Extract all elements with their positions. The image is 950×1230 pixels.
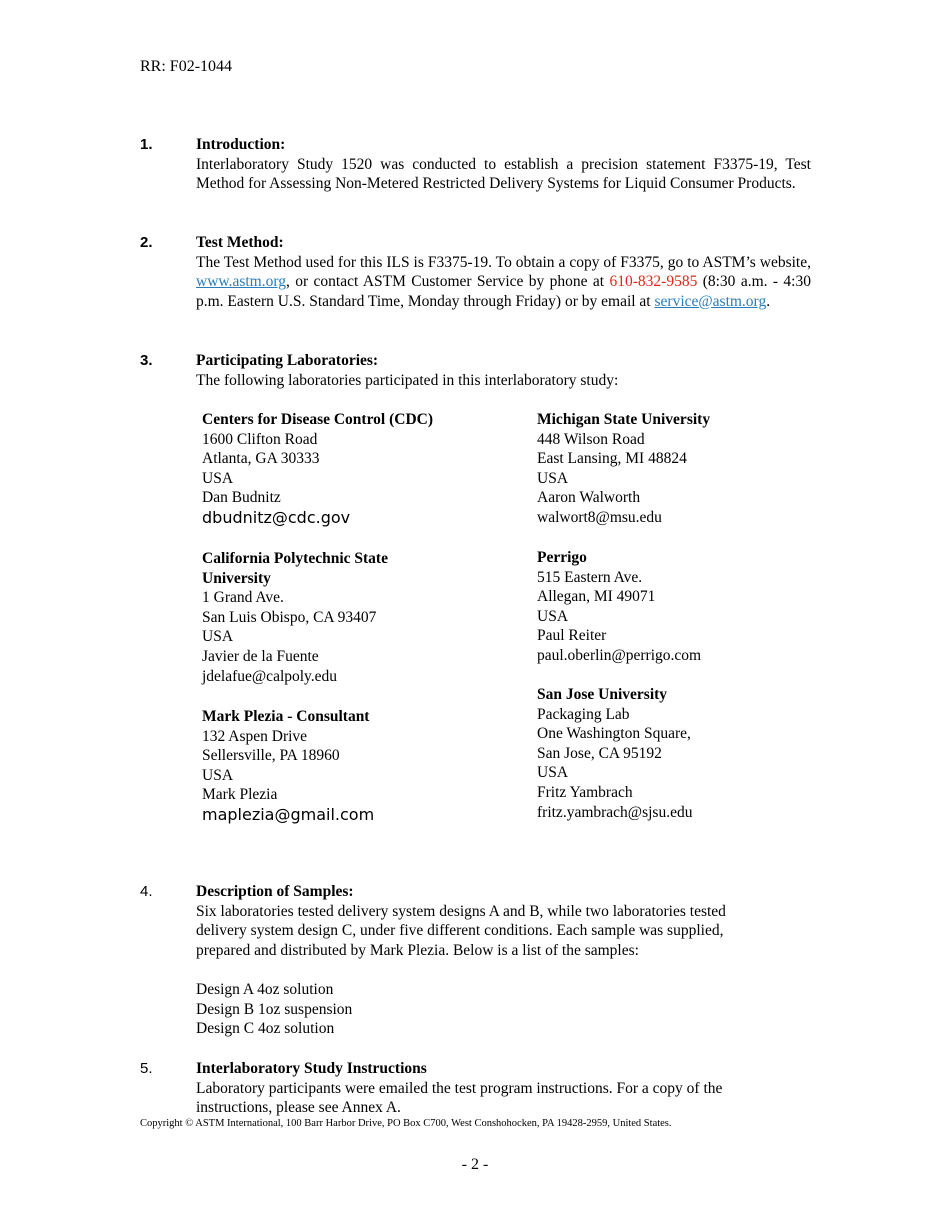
text-fragment: The Test Method used for this ILS is F3375-19. To obtain a copy of F3375, go to ASTM’s website, — [196, 253, 811, 271]
lab-name: Michigan State University — [537, 411, 711, 428]
lab-street: One Washington Square, — [537, 725, 691, 743]
lab-cdc — [202, 410, 433, 528]
lab-city: San Luis Obispo, CA 93407 — [202, 608, 377, 626]
section-text: Six laboratories tested delivery system designs A and B, while two laboratories tested delivery system design C, under five different conditions. Each sample was supplied, prepared and distributed by Mark Plezia. Below is a list of the samples: — [196, 902, 726, 959]
lab-country: USA — [202, 766, 234, 784]
lab-department: Packaging Lab — [537, 705, 630, 723]
lab-sjsu — [537, 685, 692, 822]
astm-website-link[interactable]: www.astm.org — [196, 273, 286, 291]
lab-contact: Javier de la Fuente — [202, 647, 319, 665]
lab-contact: Aaron Walworth — [537, 489, 641, 507]
lab-street: 515 Eastern Ave. — [537, 568, 643, 586]
lab-city: East Lansing, MI 48824 — [537, 450, 687, 468]
lab-plezia — [202, 707, 374, 825]
lab-country: USA — [202, 628, 234, 646]
section-text: Laboratory participants were emailed the test program instructions. For a copy of the instructions, please see Annex A. — [196, 1079, 723, 1117]
lab-contact: Paul Reiter — [537, 627, 607, 645]
section-number: 5. — [140, 1060, 153, 1077]
section-text: The following laboratories participated in this interlaboratory study: — [196, 371, 619, 389]
section-ils-instructions — [140, 1059, 785, 1118]
section-test-method — [140, 233, 811, 311]
page-number: - 2 - — [461, 1156, 489, 1173]
sample-item: Design C 4oz solution — [196, 1020, 335, 1038]
lab-country: USA — [537, 764, 569, 782]
text-fragment: (8:30 a.m. - 4:30 p.m. Eastern U.S. Standard Time, Monday through Friday) or by email at — [196, 273, 811, 310]
customer-service-phone: 610-832-9585 — [609, 273, 698, 291]
text-fragment: , or contact ASTM Customer Service by phone at — [285, 273, 610, 291]
lab-email: dbudnitz@cdc.gov — [202, 507, 351, 527]
section-title: Interlaboratory Study Instructions — [196, 1060, 427, 1077]
copyright-notice: Copyright © ASTM International, 100 Barr Harbor Drive, PO Box C700, West Conshohocken, PA 19428-2959, United States. — [140, 1118, 672, 1129]
lab-city: Allegan, MI 49071 — [537, 588, 656, 606]
section-number: 3. — [140, 352, 153, 369]
lab-email: fritz.yambrach@sjsu.edu — [537, 803, 693, 821]
sample-list — [196, 980, 780, 1039]
lab-name: California Polytechnic State — [202, 550, 388, 567]
section-text — [196, 253, 811, 312]
section-title: Participating Laboratories: — [196, 352, 379, 369]
lab-contact: Fritz Yambrach — [537, 783, 633, 801]
service-email-link[interactable]: service@astm.org — [654, 292, 767, 310]
section-number: 4. — [140, 883, 153, 900]
lab-country: USA — [537, 607, 569, 625]
sample-item: Design B 1oz suspension — [196, 1000, 353, 1018]
lab-perrigo — [537, 548, 701, 666]
lab-name: Centers for Disease Control (CDC) — [202, 411, 434, 428]
lab-street: 132 Aspen Drive — [202, 727, 308, 745]
section-description-of-samples — [140, 882, 780, 1039]
lab-email: jdelafue@calpoly.edu — [202, 667, 338, 685]
lab-contact: Dan Budnitz — [202, 489, 281, 507]
lab-name: San Jose University — [537, 686, 668, 703]
lab-name: Perrigo — [537, 549, 587, 566]
section-title: Description of Samples: — [196, 883, 354, 900]
text-fragment: . — [766, 292, 771, 310]
section-number: 1. — [140, 136, 153, 153]
lab-street: 1 Grand Ave. — [202, 589, 284, 607]
section-number: 2. — [140, 234, 153, 251]
lab-city: Atlanta, GA 30333 — [202, 450, 320, 468]
lab-country: USA — [537, 469, 569, 487]
lab-name: Mark Plezia - Consultant — [202, 708, 370, 725]
section-title: Test Method: — [196, 234, 284, 251]
lab-contact: Mark Plezia — [202, 786, 278, 804]
lab-city: San Jose, CA 95192 — [537, 744, 662, 762]
lab-msu — [537, 410, 710, 528]
section-introduction — [140, 135, 811, 194]
lab-calpoly — [202, 549, 388, 686]
report-id: RR: F02-1044 — [140, 58, 233, 75]
lab-street: 448 Wilson Road — [537, 430, 645, 448]
sample-item: Design A 4oz solution — [196, 980, 334, 998]
lab-email: maplezia@gmail.com — [202, 804, 375, 824]
lab-street: 1600 Clifton Road — [202, 430, 318, 448]
lab-name-continued: University — [202, 569, 271, 587]
lab-email: paul.oberlin@perrigo.com — [537, 646, 702, 664]
section-title: Introduction: — [196, 136, 286, 153]
lab-city: Sellersville, PA 18960 — [202, 747, 340, 765]
lab-country: USA — [202, 469, 234, 487]
lab-email: walwort8@msu.edu — [537, 508, 662, 526]
section-participating-labs — [140, 351, 811, 390]
section-text: Interlaboratory Study 1520 was conducted to establish a precision statement F3375-19, Test Method for Assessing Non-Metered Restricted Delivery Systems for Liquid Consumer Products. — [196, 155, 811, 193]
